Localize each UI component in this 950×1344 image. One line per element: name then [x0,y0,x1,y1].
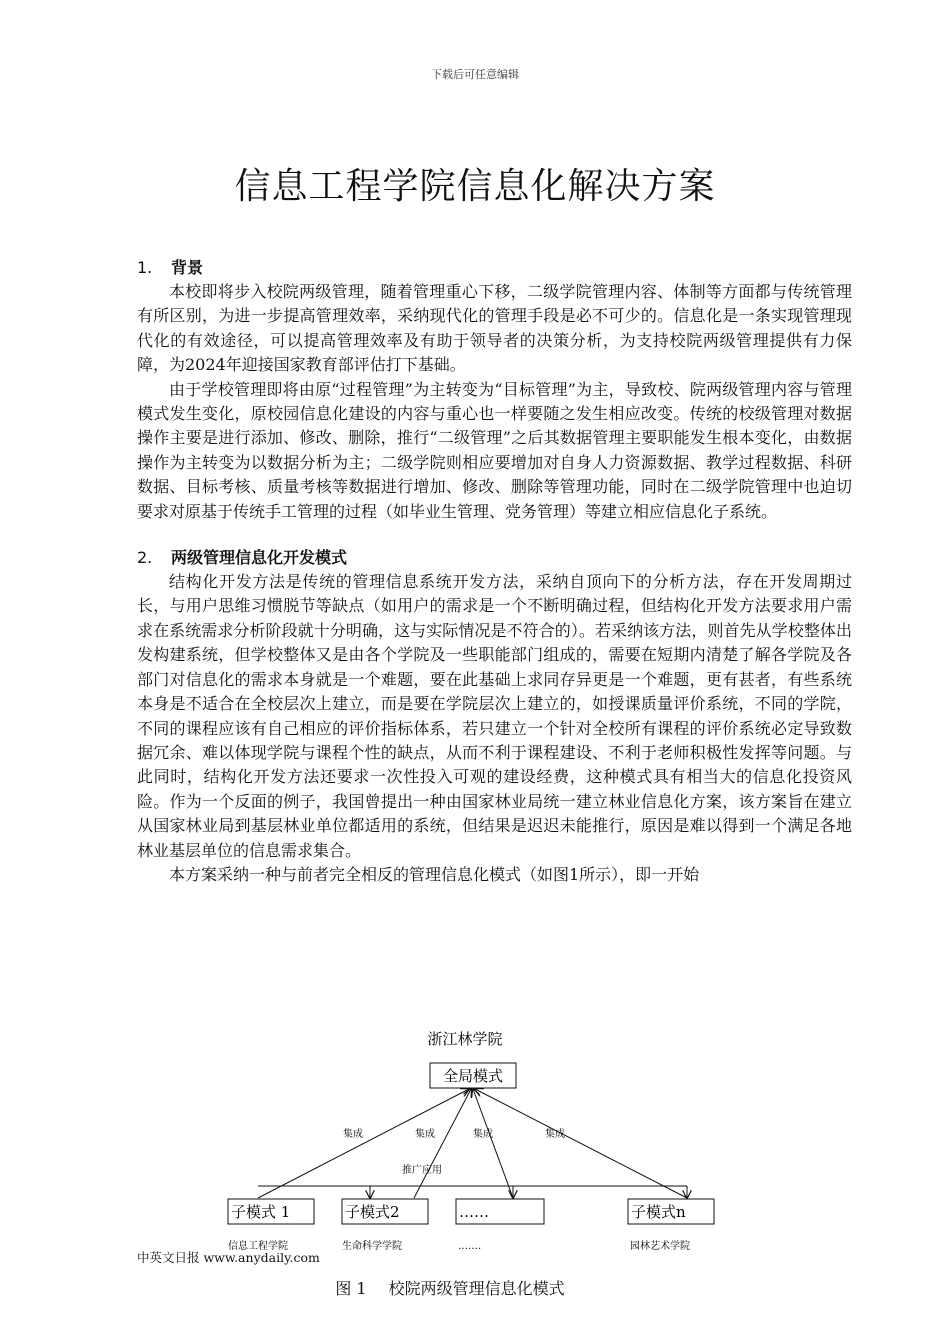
integration-line-2 [414,1089,471,1198]
sub-caption-3: ……. [458,1241,482,1252]
integration-line-1 [258,1089,469,1198]
integration-label-4: 集成 [545,1129,565,1140]
section-title: 两级管理信息化开发模式 [171,548,348,568]
paragraph: 由于学校管理即将由原“过程管理”为主转变为“目标管理”为主，导致校、院两级管理内容与管理模式发生变化，原校园信息化建设的内容与重心也一样要随之发生相应改变。传统的校级管理对数据操作主要是进行添加、修改、删除，推行“二级管理”之后其数据管理主要职能发生根本变化，由数据操作为主转变为以数据分析为主；二级学院则相应要增加对自身人力资源数据、教学过程数据、科研数据、目标考核、质量考核等数据进行增加、修改、删除等管理功能，同时在二级学院管理中也迫切要求对原基于传统手工管理的过程（如毕业生管理、党务管理）等建立相应信息化子系统。 [137,379,852,521]
global-mode-label: 全局模式 [442,1067,504,1085]
integration-label-1: 集成 [343,1129,363,1140]
section-development-mode [137,546,852,887]
promote-label: 推广应用 [402,1165,442,1176]
section-title: 背景 [171,258,204,277]
sub-mode-label-3: …… [459,1203,489,1221]
sub-mode-label-1: 子模式 1 [231,1203,291,1221]
paragraph: 本方案采纳一种与前者完全相反的管理信息化模式（如图1所示），即一开始 [169,864,700,884]
figure-caption-text: 校院两级管理信息化模式 [388,1279,565,1298]
section-number: 2. [137,548,153,568]
section-number: 1. [137,258,153,277]
document-body [137,256,852,887]
top-label: 浙江林学院 [427,1030,503,1048]
section-heading [137,546,852,570]
sub-caption-4: 园林艺术学院 [630,1241,690,1252]
integration-label-3: 集成 [473,1129,493,1140]
figure-caption [0,1276,900,1299]
figure-number: 图 1 [335,1279,367,1298]
paragraph: 本校即将步入校院两级管理，随着管理重心下移，二级学院管理内容、体制等方面都与传统管理有所区别，为进一步提高管理效率，采纳现代化的管理手段是必不可少的。信息化是一条实现管理现代化的有效途径，可以提高管理效率及有助于领导者的决策分析，为支持校院两级管理提供有力保障，为2024年迎接国家教育部评估打下基础。 [137,282,852,375]
sub-caption-2: 生命科学学院 [342,1241,402,1252]
document-title: 信息工程学院信息化解决方案 [234,166,716,207]
header-note: 下载后可任意编辑 [431,68,519,81]
sub-mode-label-2: 子模式2 [345,1203,400,1221]
management-mode-diagram [215,1022,735,1262]
diagram-svg [215,1022,735,1262]
sub-caption-1: 信息工程学院 [228,1241,288,1252]
footer-brand: 中英文日报 www.anydaily.com [137,1250,320,1265]
section-background [137,256,852,524]
paragraph: 结构化开发方法是传统的管理信息系统开发方法，采纳自顶向下的分析方法，存在开发周期过长，与用户思维习惯脱节等缺点（如用户的需求是一个不断明确过程，但结构化开发方法要求用户需求在系统需求分析阶段就十分明确，这与实际情况是不符合的）。若采纳该方法，则首先从学校整体出发构建系统，但学校整体又是由各个学院及一些职能部门组成的，需要在短期内清楚了解各学院及各部门对信息化的需求本身就是一个难题，要在此基础上求同存异更是一个难题，更有甚者，有些系统本身是不适合在全校层次上建立，而是要在学院层次上建立的，如授课质量评价系统，不同的学院，不同的课程应该有自己相应的评价指标体系，若只建立一个针对全校所有课程的评价系统必定导致数据冗余、难以体现学院与课程个性的缺点，从而不利于课程建设、不利于老师积极性发挥等问题。与此同时，结构化开发方法还要求一次性投入可观的建设经费，这种模式具有相当大的信息化投资风险。作为一个反面的例子，我国曾提出一种由国家林业局统一建立林业信息化方案，该方案旨在建立从国家林业局到基层林业单位都适用的系统，但结果是迟迟未能推行，原因是难以得到一个满足各地林业基层单位的信息需求集合。 [137,572,852,860]
sub-mode-label-4: 子模式n [631,1203,686,1221]
section-heading [137,256,852,280]
integration-label-2: 集成 [415,1129,435,1140]
